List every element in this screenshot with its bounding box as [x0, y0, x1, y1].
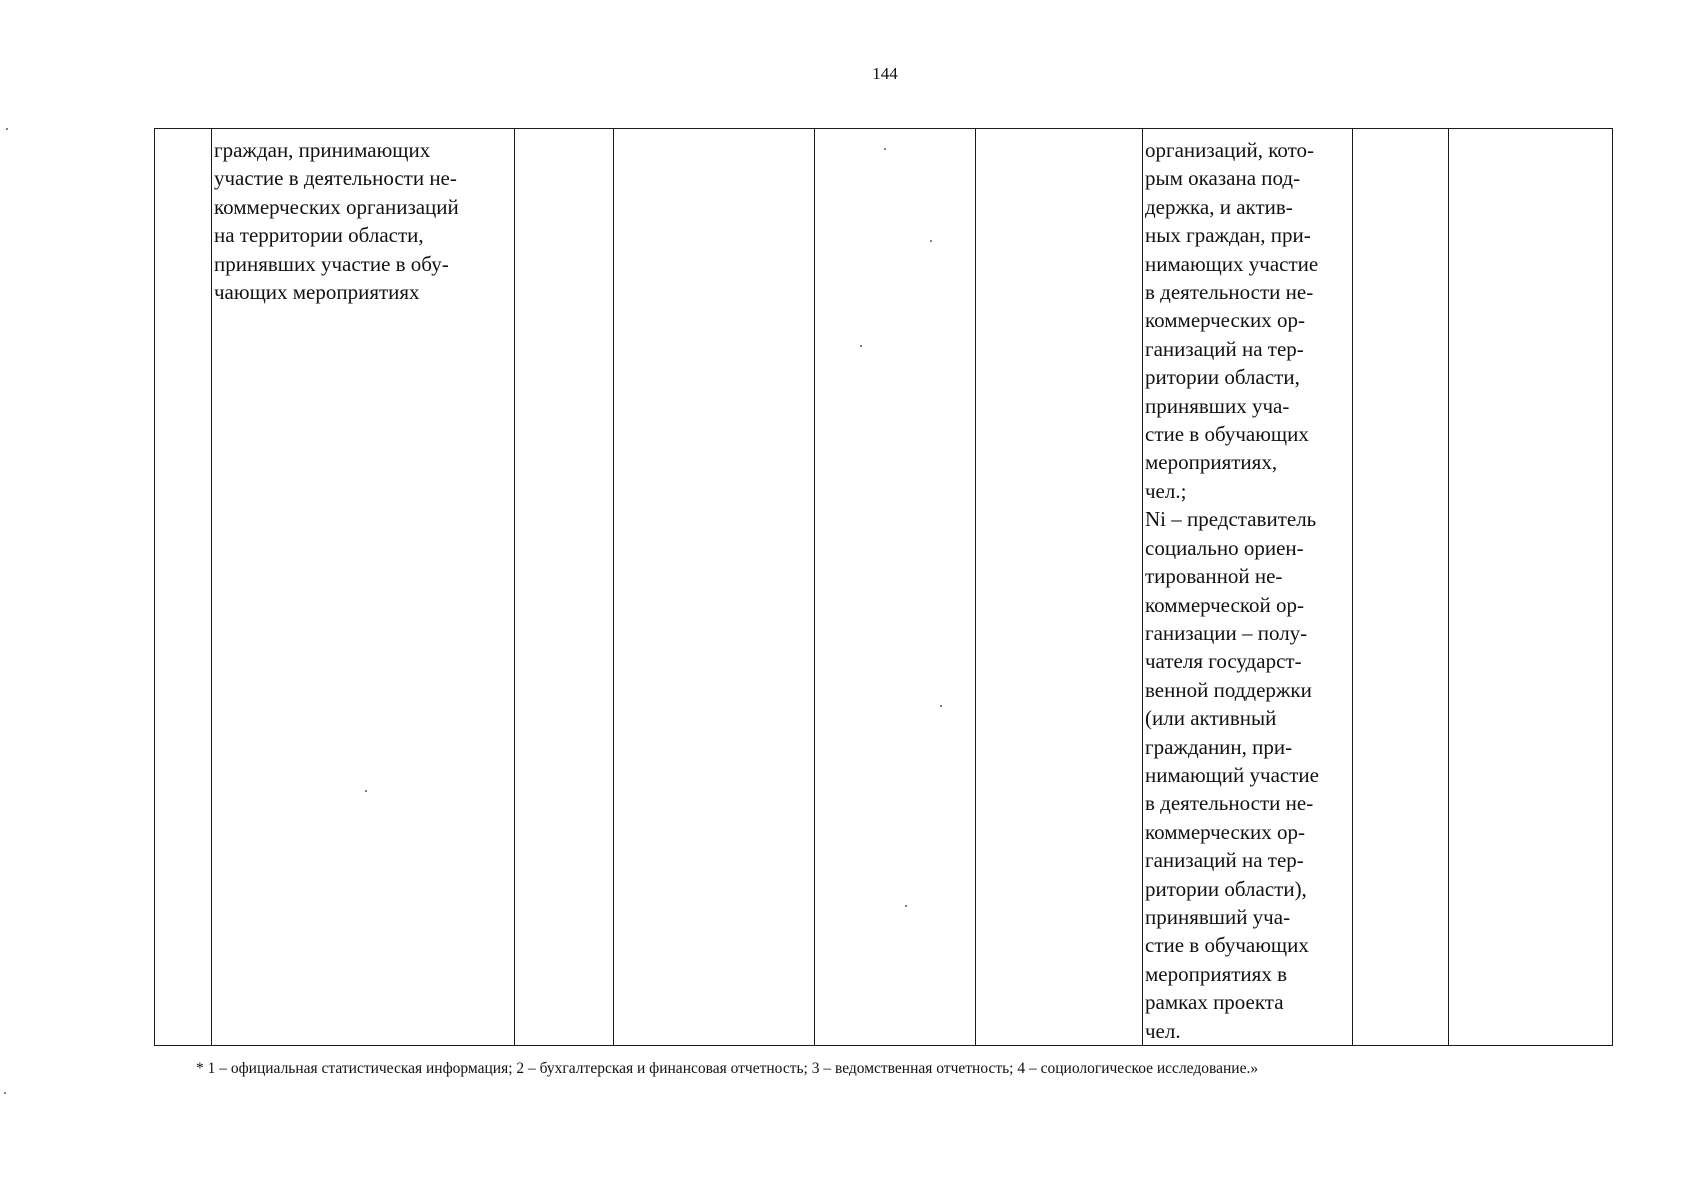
cell-indicator-description	[212, 129, 515, 1046]
cell-empty-8	[1449, 129, 1613, 1046]
formula-notes-text: организаций, кото- рым оказана под- держка, и актив- ных граждан, при- нимающих участие в деятельности не- коммерческих ор- ганизаций на тер- ритории области, принявших уча- стие в обучающих мероприятиях, чел.; Ni – представитель социально ориен- тированной не- коммерческой ор- ганизации – полу- чателя государст- венной поддержки (или активный гражданин, при- нимающий участие в деятельности не- коммерческих ор- ганизаций на тер- ритории области), принявший уча- стие в обучающих мероприятиях в рамках проекта чел.	[1145, 138, 1319, 1043]
scan-speck	[6, 128, 8, 130]
scan-speck	[905, 905, 907, 907]
indicator-description-text: граждан, принимающих участие в деятельности не- коммерческих организаций на территории области, принявших участие в обу- чающих мероприятиях	[214, 138, 459, 305]
cell-number	[155, 129, 212, 1046]
page-number: 144	[872, 64, 898, 83]
cell-empty-7	[1353, 129, 1449, 1046]
scan-speck	[940, 705, 942, 707]
cell-empty-4	[815, 129, 976, 1046]
indicator-table	[154, 128, 1613, 1046]
table-row	[155, 129, 1613, 1046]
cell-unit	[515, 129, 614, 1046]
scan-speck	[365, 790, 367, 792]
scan-speck	[860, 345, 862, 347]
scan-speck	[4, 1092, 6, 1094]
scan-speck	[930, 240, 932, 242]
scan-speck	[884, 148, 886, 150]
cell-empty-5	[976, 129, 1143, 1046]
cell-empty-3	[614, 129, 815, 1046]
footnote: * 1 – официальная статистическая информация; 2 – бухгалтерская и финансовая отчетность; 3 – ведомственная отчетность; 4 – социологическое исследование.»	[196, 1060, 1259, 1077]
cell-formula-notes	[1143, 129, 1353, 1046]
